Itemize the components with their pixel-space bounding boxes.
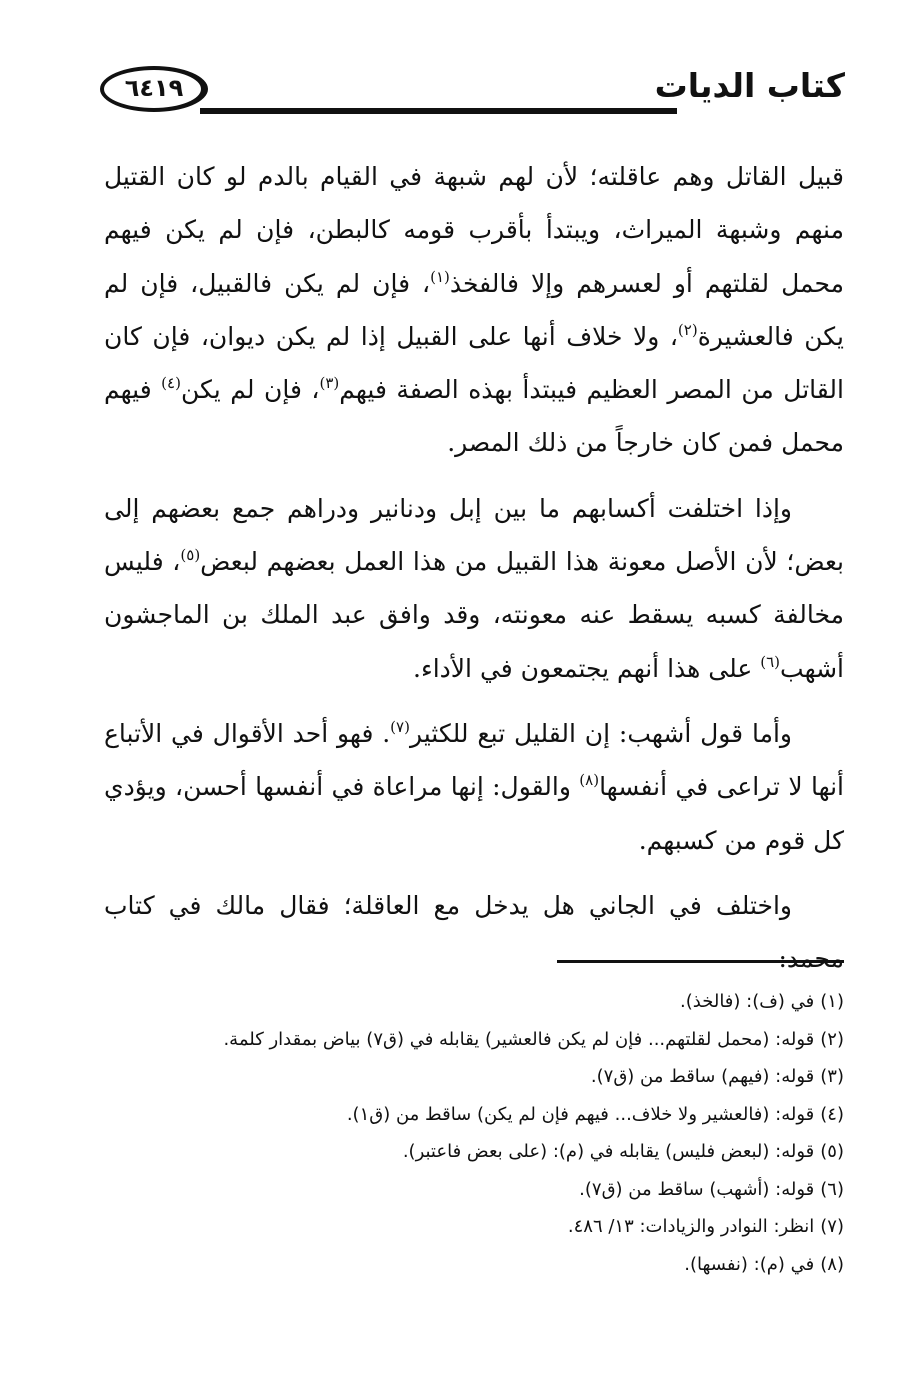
footnote-text: انظر: النوادر والزيادات: ١٣/ ٤٨٦. xyxy=(567,1216,815,1237)
footnote-ref: (٦) xyxy=(760,652,781,671)
footnote-number: (٤) xyxy=(820,1103,844,1125)
running-title: كتاب الديات xyxy=(654,66,845,105)
footnote-text: قوله: (لبعض فليس) يقابله في (م): (على بعض فاعتبر). xyxy=(402,1141,815,1162)
text-run: ، فإن لم يكن فالقبيل، فإن لم يكن فالعشيرة xyxy=(104,268,844,351)
text-run: . فهو أحد الأقوال في الأتباع أنها لا تراعى في أنفسها xyxy=(104,718,844,802)
footnote-ref: (٢) xyxy=(677,320,698,339)
footnote xyxy=(104,1208,844,1246)
text-run: ، فليس مخالفة كسبه يسقط عنه معونته، وقد وافق عبد الملك بن الماجشون أشهب xyxy=(104,547,844,683)
paragraph xyxy=(104,150,844,470)
footnote-text: قوله: (أشهب) ساقط من (ق٧). xyxy=(579,1178,815,1200)
footnote-ref: (١) xyxy=(430,267,450,286)
footnote xyxy=(104,1021,844,1059)
text-run: قبيل القاتل وهم عاقلته؛ لأن لهم شبهة في القيام بالدم لو كان القتيل منهم وشبهة الميراث، ويبتدأ بأقرب قومه كالبطن، فإن لم يكن فيهم محمل لقلتهم أو لعسرهم وإلا فالفخذ xyxy=(104,162,844,298)
footnote xyxy=(104,1171,844,1209)
footnote-number: (٢) xyxy=(820,1028,844,1050)
footnote-text: قوله: (محمل لقلتهم... فإن لم يكن فالعشير) يقابله في (ق٧) بياض بمقدار كلمة. xyxy=(223,1028,815,1050)
footnote-number: (١) xyxy=(820,991,844,1012)
footnote xyxy=(104,983,844,1021)
footnote-number: (٨) xyxy=(820,1253,844,1275)
footnote-text: في (م): (نفسها). xyxy=(684,1253,815,1275)
text-run: والقول: إنها مراعاة في أنفسها أحسن، ويؤدي كل قوم من كسبهم. xyxy=(104,772,844,855)
footnote xyxy=(104,1246,844,1284)
paragraph xyxy=(104,707,844,867)
page-number: ٦٤١٩ xyxy=(124,74,184,102)
footnote xyxy=(104,1133,844,1171)
text-run: وإذا اختلفت أكسابهم ما بين إبل ودنانير ودراهم جمع بعضهم إلى بعض؛ لأن الأصل معونة هذا القبيل من هذا العمل بعضهم لبعض xyxy=(104,493,844,577)
paragraph xyxy=(104,879,844,986)
footnote-ref: (٣) xyxy=(319,374,340,393)
footnote-ref: (٤) xyxy=(161,374,181,393)
footnote-number: (٥) xyxy=(820,1141,844,1162)
footnote-text: قوله: (فالعشير ولا خلاف... فيهم فإن لم يكن) ساقط من (ق١). xyxy=(346,1103,815,1125)
footnote-ref: (٨) xyxy=(579,771,600,790)
footnote-separator xyxy=(557,960,844,963)
paragraph xyxy=(104,482,844,695)
footnote-text: في (ف): (فالخذ). xyxy=(680,991,815,1012)
text-run: ، فإن لم يكن xyxy=(180,375,320,405)
footnote-ref: (٥) xyxy=(180,546,201,565)
footnotes xyxy=(104,983,844,1283)
footnote xyxy=(104,1058,844,1096)
main-text xyxy=(104,150,844,997)
text-run: ، ولا خلاف أنها على القبيل إذا لم يكن ديوان، فإن كان القاتل من المصر العظيم فيبتدأ بهذه الصفة فيهم xyxy=(104,321,844,405)
page-header xyxy=(100,58,845,120)
footnote-number: (٣) xyxy=(820,1066,844,1087)
footnote-number: (٧) xyxy=(820,1216,844,1237)
text-run: على هذا أنهم يجتمعون في الأداء. xyxy=(413,653,761,683)
text-run: واختلف في الجاني هل يدخل مع العاقلة؛ فقال مالك في كتاب محمد: xyxy=(104,890,844,974)
footnote-number: (٦) xyxy=(820,1178,844,1200)
footnote xyxy=(104,1096,844,1134)
footnote-text: قوله: (فيهم) ساقط من (ق٧). xyxy=(590,1066,815,1087)
header-rule xyxy=(200,108,677,114)
footnote-ref: (٧) xyxy=(390,717,410,736)
text-run: وأما قول أشهب: إن القليل تبع للكثير xyxy=(409,718,792,748)
text-run: فيهم محمل فمن كان خارجاً من ذلك المصر. xyxy=(104,375,844,458)
